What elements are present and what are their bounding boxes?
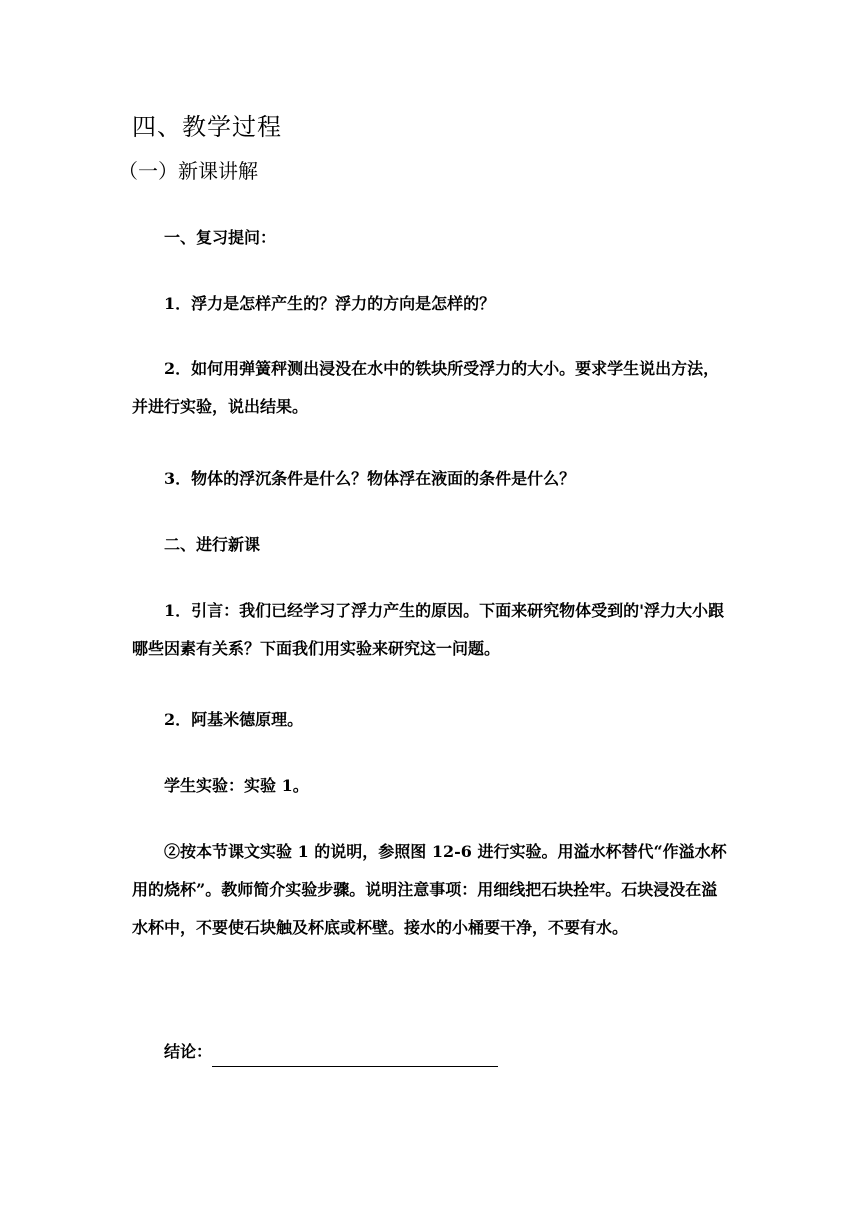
conclusion-line (164, 1037, 498, 1067)
review-questions-title: 一、复习提问： (164, 228, 277, 247)
question-1: 1．浮力是怎样产生的？浮力的方向是怎样的？ (164, 294, 496, 313)
experiment-instructions: ②按本节课文实验 1 的说明，参照图 12-6 进行实验。用溢水杯替代“作溢水杯用的烧杯”。教师简介实验步骤。说明注意事项：用细线把石块拴牢。石块浸没在溢水杯中，不要使石块触及杯底或杯壁。接水的小桶要干净，不要有水。 (132, 842, 727, 937)
new-lesson-title: 二、进行新课 (164, 535, 261, 554)
question-2: 2．如何用弹簧秤测出浸没在水中的铁块所受浮力的大小。要求学生说出方法，并进行实验，说出结果。 (132, 359, 720, 416)
student-experiment: 学生实验：实验 1。 (164, 776, 309, 795)
conclusion-label: 结论： (164, 1042, 213, 1061)
introduction-paragraph: 1．引言：我们已经学习了浮力产生的原因。下面来研究物体受到的'浮力大小跟哪些因素有关系？下面我们用实验来研究这一问题。 (132, 601, 725, 658)
conclusion-blank (212, 1046, 498, 1067)
section-heading: 四、教学过程 (132, 113, 282, 141)
archimedes-principle: 2．阿基米德原理。 (164, 710, 304, 729)
question-3: 3．物体的浮沉条件是什么？物体浮在液面的条件是什么？ (164, 469, 576, 488)
subsection-heading: （一）新课讲解 (118, 159, 258, 183)
